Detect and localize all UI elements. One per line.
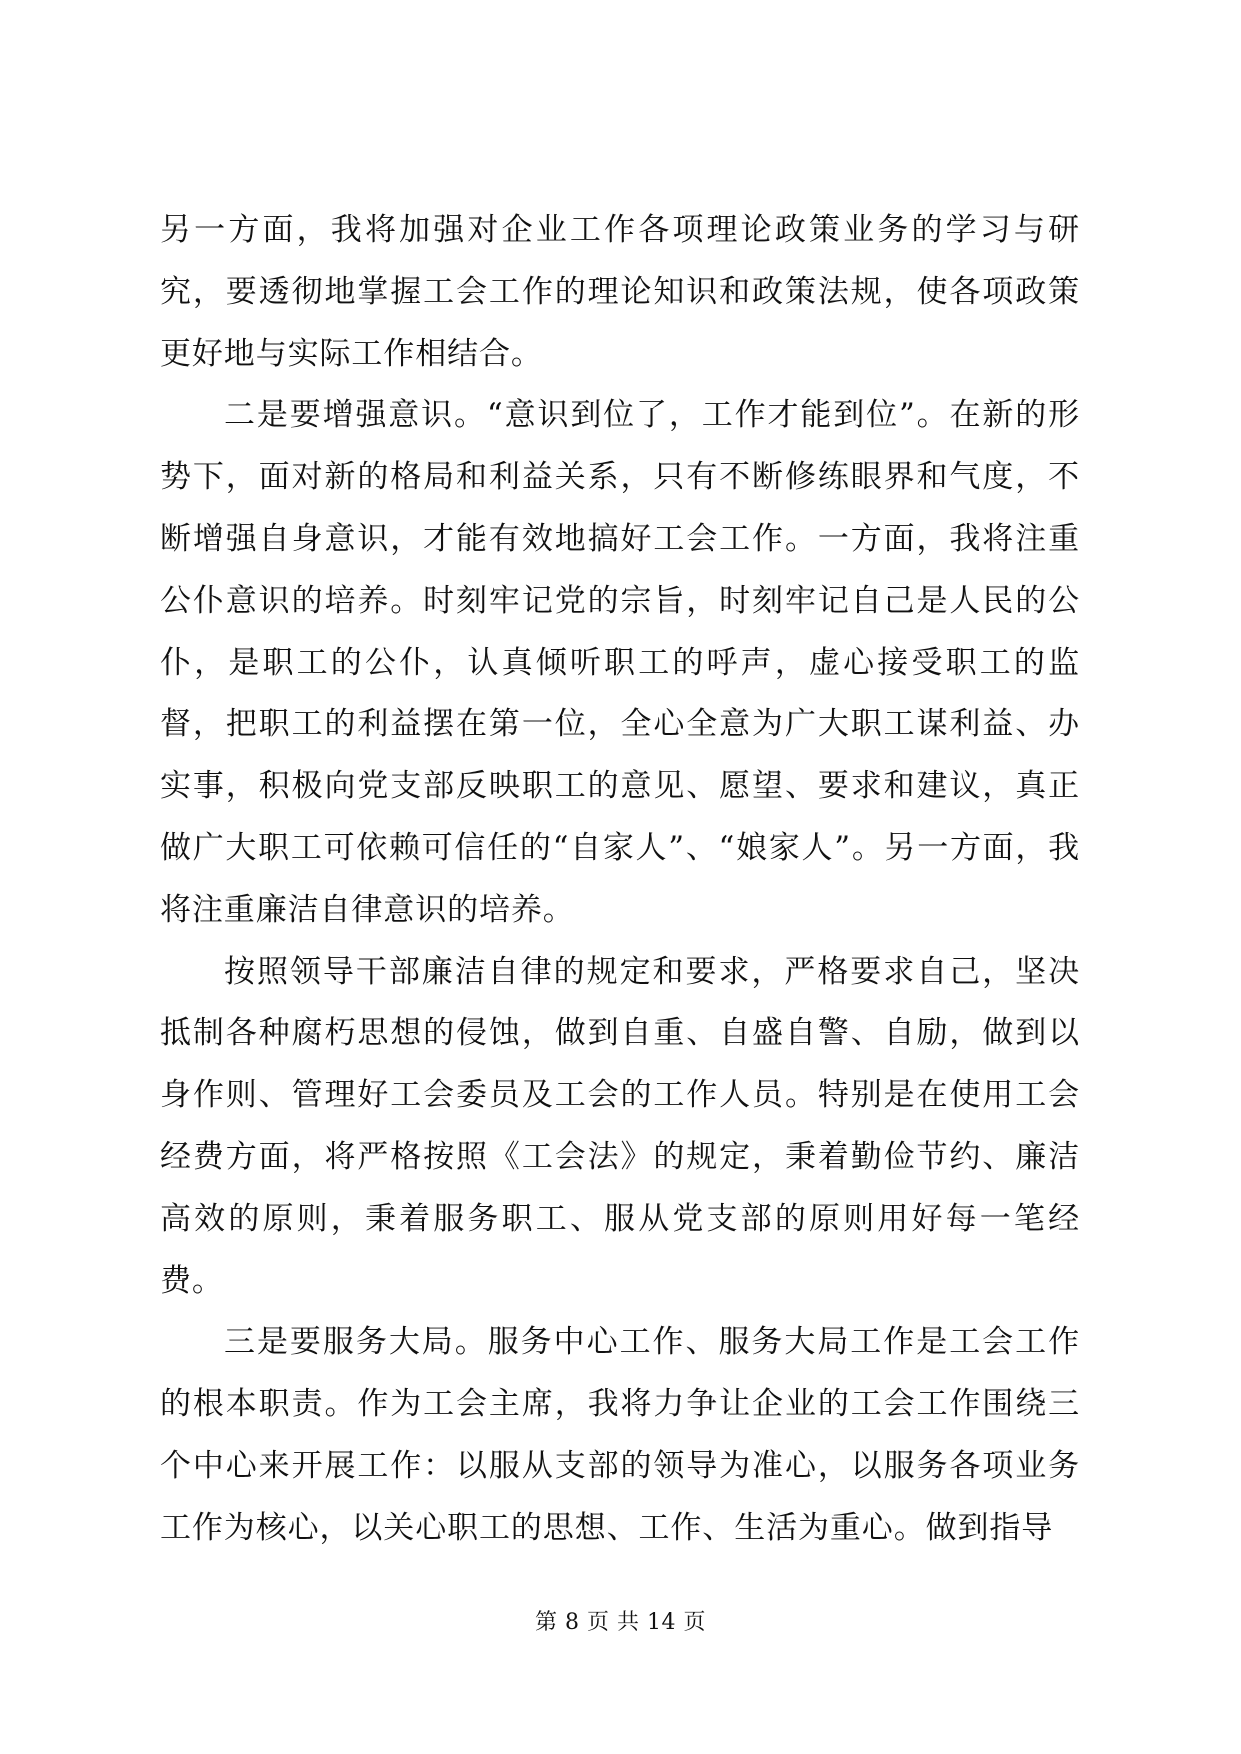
paragraph-4: 三是要服务大局。服务中心工作、服务大局工作是工会工作的根本职责。作为工会主席，我将力争让企业的工会工作围绕三个中心来开展工作：以服从支部的领导为准心，以服务各项业务工作为核心，以关心职工的思想、工作、生活为重心。做到指导 — [160, 1324, 1080, 1546]
page-number-footer: 第 8 页 共 14 页 — [535, 1610, 706, 1635]
paragraph-2: 二是要增强意识。“意识到位了，工作才能到位”。在新的形势下，面对新的格局和利益关系，只有不断修练眼界和气度，不断增强自身意识，才能有效地搞好工会工作。一方面，我将注重公仆意识的培养。时刻牢记党的宗旨，时刻牢记自己是人民的公仆，是职工的公仆，认真倾听职工的呼声，虚心接受职工的监督，把职工的利益摆在第一位，全心全意为广大职工谋利益、办实事，积极向党支部反映职工的意见、愿望、要求和建议，真正做广大职工可依赖可信任的“自家人”、“娘家人”。另一方面，我将注重廉洁自律意识的培养。 — [160, 397, 1080, 928]
paragraph-3: 按照领导干部廉洁自律的规定和要求，严格要求自己，坚决抵制各种腐朽思想的侵蚀，做到自重、自盛自警、自励，做到以身作则、管理好工会委员及工会的工作人员。特别是在使用工会经费方面，将严格按照《工会法》的规定，秉着勤俭节约、廉洁高效的原则，秉着服务职工、服从党支部的原则用好每一笔经费。 — [160, 953, 1080, 1299]
body-text — [160, 200, 1080, 1560]
paragraph-1: 另一方面，我将加强对企业工作各项理论政策业务的学习与研究，要透彻地掌握工会工作的理论知识和政策法规，使各项政策更好地与实际工作相结合。 — [160, 212, 1080, 372]
